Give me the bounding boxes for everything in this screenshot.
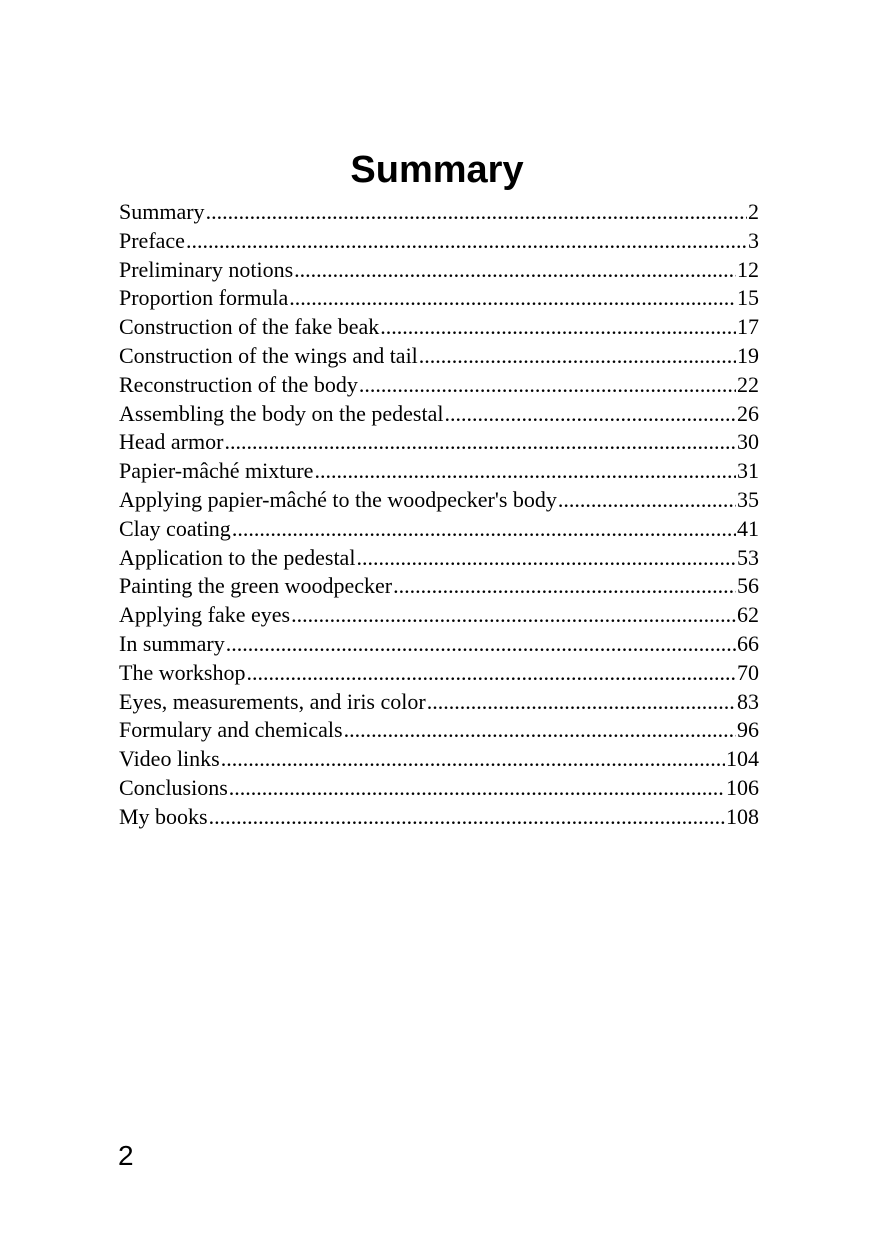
toc-entry-page: 62 <box>737 602 759 628</box>
toc-entry[interactable] <box>119 659 759 688</box>
dot-leader <box>289 284 736 313</box>
dot-leader <box>206 198 747 227</box>
toc-entry[interactable] <box>119 515 759 544</box>
toc-entry-title: Preface <box>119 227 185 253</box>
toc-entry-title: The workshop <box>119 659 246 685</box>
page-number: 2 <box>118 1140 134 1171</box>
toc-entry-page: 2 <box>748 199 759 224</box>
dot-leader <box>232 515 736 544</box>
toc-entry[interactable] <box>119 313 759 342</box>
toc-entry-page: 83 <box>737 688 759 714</box>
toc-entry-title: My books <box>119 803 208 829</box>
toc-entry-page: 70 <box>737 659 759 685</box>
toc-entry-title: Assembling the body on the pedestal <box>119 400 444 426</box>
toc-entry-title: Proportion formula <box>119 285 289 311</box>
dot-leader <box>558 486 736 515</box>
toc-entry-page: 56 <box>737 573 759 599</box>
toc-entry-page: 31 <box>737 458 759 484</box>
toc-entry-title: Papier-mâché mixture <box>119 458 314 484</box>
toc-entry[interactable] <box>119 572 759 601</box>
toc-entry[interactable] <box>119 486 759 515</box>
toc-entry-page: 22 <box>737 371 759 397</box>
toc-entry-page: 66 <box>737 630 759 656</box>
toc-entry-title: Applying papier-mâché to the woodpecker's body <box>119 486 557 512</box>
toc-entry[interactable] <box>119 342 759 371</box>
dot-leader <box>221 745 725 774</box>
toc-entry-title: Applying fake eyes <box>119 602 291 628</box>
dot-leader <box>186 227 747 256</box>
toc-entry-title: Preliminary notions <box>119 256 294 282</box>
toc-entry-title: Video links <box>119 746 220 772</box>
toc-entry-page: 108 <box>726 803 759 829</box>
dot-leader <box>359 371 736 400</box>
toc-entry-title: Reconstruction of the body <box>119 371 358 397</box>
toc-entry[interactable] <box>119 371 759 400</box>
dot-leader <box>294 256 736 285</box>
dot-leader <box>356 544 736 573</box>
toc-entry-page: 17 <box>737 314 759 340</box>
toc-entry[interactable] <box>119 630 759 659</box>
toc-entry-page: 53 <box>737 544 759 570</box>
table-of-contents <box>119 198 759 832</box>
dot-leader <box>291 601 736 630</box>
toc-entry[interactable] <box>119 774 759 803</box>
dot-leader <box>314 457 736 486</box>
toc-entry[interactable] <box>119 803 759 832</box>
toc-entry-title: Construction of the wings and tail <box>119 342 418 368</box>
toc-entry[interactable] <box>119 198 759 227</box>
dot-leader <box>393 572 736 601</box>
toc-entry-title: Conclusions <box>119 774 228 800</box>
toc-entry-title: Clay coating <box>119 515 231 541</box>
toc-entry[interactable] <box>119 256 759 285</box>
toc-entry-page: 26 <box>737 400 759 426</box>
dot-leader <box>344 716 736 745</box>
toc-entry[interactable] <box>119 544 759 573</box>
dot-leader <box>246 659 736 688</box>
toc-entry[interactable] <box>119 688 759 717</box>
dot-leader <box>380 313 736 342</box>
toc-entry-page: 19 <box>737 342 759 368</box>
toc-entry-title: Head armor <box>119 429 224 455</box>
toc-entry-title: Summary <box>119 199 205 224</box>
toc-entry-page: 104 <box>726 746 759 772</box>
toc-entry[interactable] <box>119 400 759 429</box>
toc-entry[interactable] <box>119 428 759 457</box>
dot-leader <box>229 774 725 803</box>
toc-entry-title: Application to the pedestal <box>119 544 356 570</box>
toc-entry-title: Eyes, measurements, and iris color <box>119 688 426 714</box>
toc-entry-page: 106 <box>726 774 759 800</box>
toc-entry[interactable] <box>119 745 759 774</box>
toc-entry-title: Formulary and chemicals <box>119 717 343 743</box>
page-title: Summary <box>350 149 524 191</box>
dot-leader <box>444 400 736 429</box>
dot-leader <box>224 428 736 457</box>
toc-entry-page: 35 <box>737 486 759 512</box>
toc-entry[interactable] <box>119 457 759 486</box>
toc-entry-page: 41 <box>737 515 759 541</box>
dot-leader <box>427 688 736 717</box>
toc-entry[interactable] <box>119 601 759 630</box>
toc-entry[interactable] <box>119 284 759 313</box>
toc-entry-page: 15 <box>737 285 759 311</box>
toc-entry-title: Construction of the fake beak <box>119 314 380 340</box>
toc-entry-page: 96 <box>737 717 759 743</box>
toc-entry-title: Painting the green woodpecker <box>119 573 393 599</box>
toc-entry-page: 12 <box>737 256 759 282</box>
dot-leader <box>226 630 736 659</box>
dot-leader <box>209 803 725 832</box>
toc-entry-title: In summary <box>119 630 225 656</box>
dot-leader <box>419 342 736 371</box>
toc-entry-page: 30 <box>737 429 759 455</box>
toc-entry-page: 3 <box>748 227 759 253</box>
toc-entry[interactable] <box>119 716 759 745</box>
toc-entry[interactable] <box>119 227 759 256</box>
